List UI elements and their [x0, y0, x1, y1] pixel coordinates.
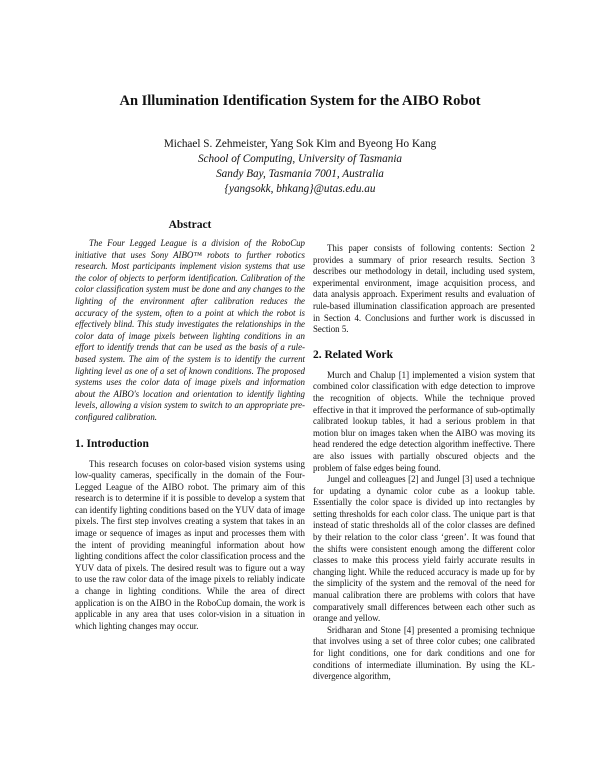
- related-work-paragraph: Jungel and colleagues [2] and Jungel [3] used a technique for updating a dynamic color cube as a lookup table. Essentially the color space is divided up into rectangles by setting thresholds for each color class. The unique part is that instead of static thresholds all of the color classes are defined by their relation to the color class ‘green’. It was found that the shifts were consistent enough among the different color classes to make this process yield fairly accurate results in changing light. While the reduced accuracy is made up for by the simplicity of the system and the removal of the need for manual calibration there are problems with colors that have comparatively small differences between each other such as orange and yellow.: [313, 474, 535, 624]
- affiliation: School of Computing, University of Tasmania: [197, 153, 403, 165]
- contents-paragraph: This paper consists of following contents: Section 2 provides a summary of prior research results. Section 3 describes our methodology in detail, including used system, experimental environment, image acquisition process, and data analysis approach. Experiment results and evaluation of rule-based illumination classification approach are presented in Section 4. Conclusions and further work is discussed in Section 5.: [313, 243, 535, 335]
- address: Sandy Bay, Tasmania 7001, Australia: [216, 168, 384, 180]
- paper-title: An Illumination Identification System for the AIBO Robot: [119, 93, 481, 109]
- related-work-paragraph: Sridharan and Stone [4] presented a promising technique that involves using a set of three color cubes; one calibrated for light conditions, one for dark conditions and one for conditions of intermediate illumination. By using the KL-divergence algorithm,: [313, 624, 535, 682]
- author-block: [0, 137, 600, 197]
- left-column: [75, 219, 305, 632]
- author-names: Michael S. Zehmeister, Yang Sok Kim and Byeong Ho Kang: [163, 138, 437, 150]
- email: {yangsokk, bhkang}@utas.edu.au: [224, 183, 376, 195]
- right-column: [313, 243, 535, 683]
- abstract-heading: Abstract: [168, 219, 212, 231]
- section-heading-related-work: 2. Related Work: [313, 348, 393, 361]
- abstract-text: The Four Legged League is a division of the RoboCup initiative that uses Sony AIBO™ robots to further robotics research. Most participants implement vision systems that use the color of objects to perform identification. Calibration of the color classification system must be done and any changes to the lighting of the environment after calibration reduces the accuracy of the system, often to a point at which the robot is effectively blind. This study investigates the relationships in the color data of image pixels between lighting conditions in an effort to identify trends that can be used as the basis of a rule-based system. The aim of the system is to identify the current lighting level as one of a set of known conditions. The proposed systems uses the color data of image pixels and information about the AIBO's location and orientation to identify lighting levels, allowing a vision system to switch to an appropriate pre-configured calibration.: [75, 238, 305, 422]
- section-heading-introduction: 1. Introduction: [75, 437, 149, 450]
- related-work-paragraph: Murch and Chalup [1] implemented a vision system that combined color classification with edge detection to improve the recognition of objects. While the technique proved effective in that it improved the performance of sub-optimally calibrated lookup tables, it had a serious problem in that motion blur on images taken when the AIBO was moving its head rendered the edge detection algorithm ineffective. There are also issues with partially obscured objects and the problem of false edges being found.: [313, 369, 535, 473]
- introduction-paragraph: This research focuses on color-based vision systems using low-quality cameras, specifically in the domain of the Four-Legged League of the AIBO robot. The primary aim of this research is to determine if it is possible to develop a system that can identify lighting conditions based on the YUV data of image pixels. The first step involves creating a system that takes in an image or sequence of images as input and processes them with the intent of providing meaningful information about how lighting conditions affect the color classification process and the YUV data of pixels. The desired result was to figure out a way to use the raw color data of the image pixels to reliably indicate a change in lighting conditions. While the area of direct application is on the AIBO in the RoboCup domain, the work is applicable in any area that uses color-vision in a situation in which lighting changes may occur.: [75, 458, 305, 631]
